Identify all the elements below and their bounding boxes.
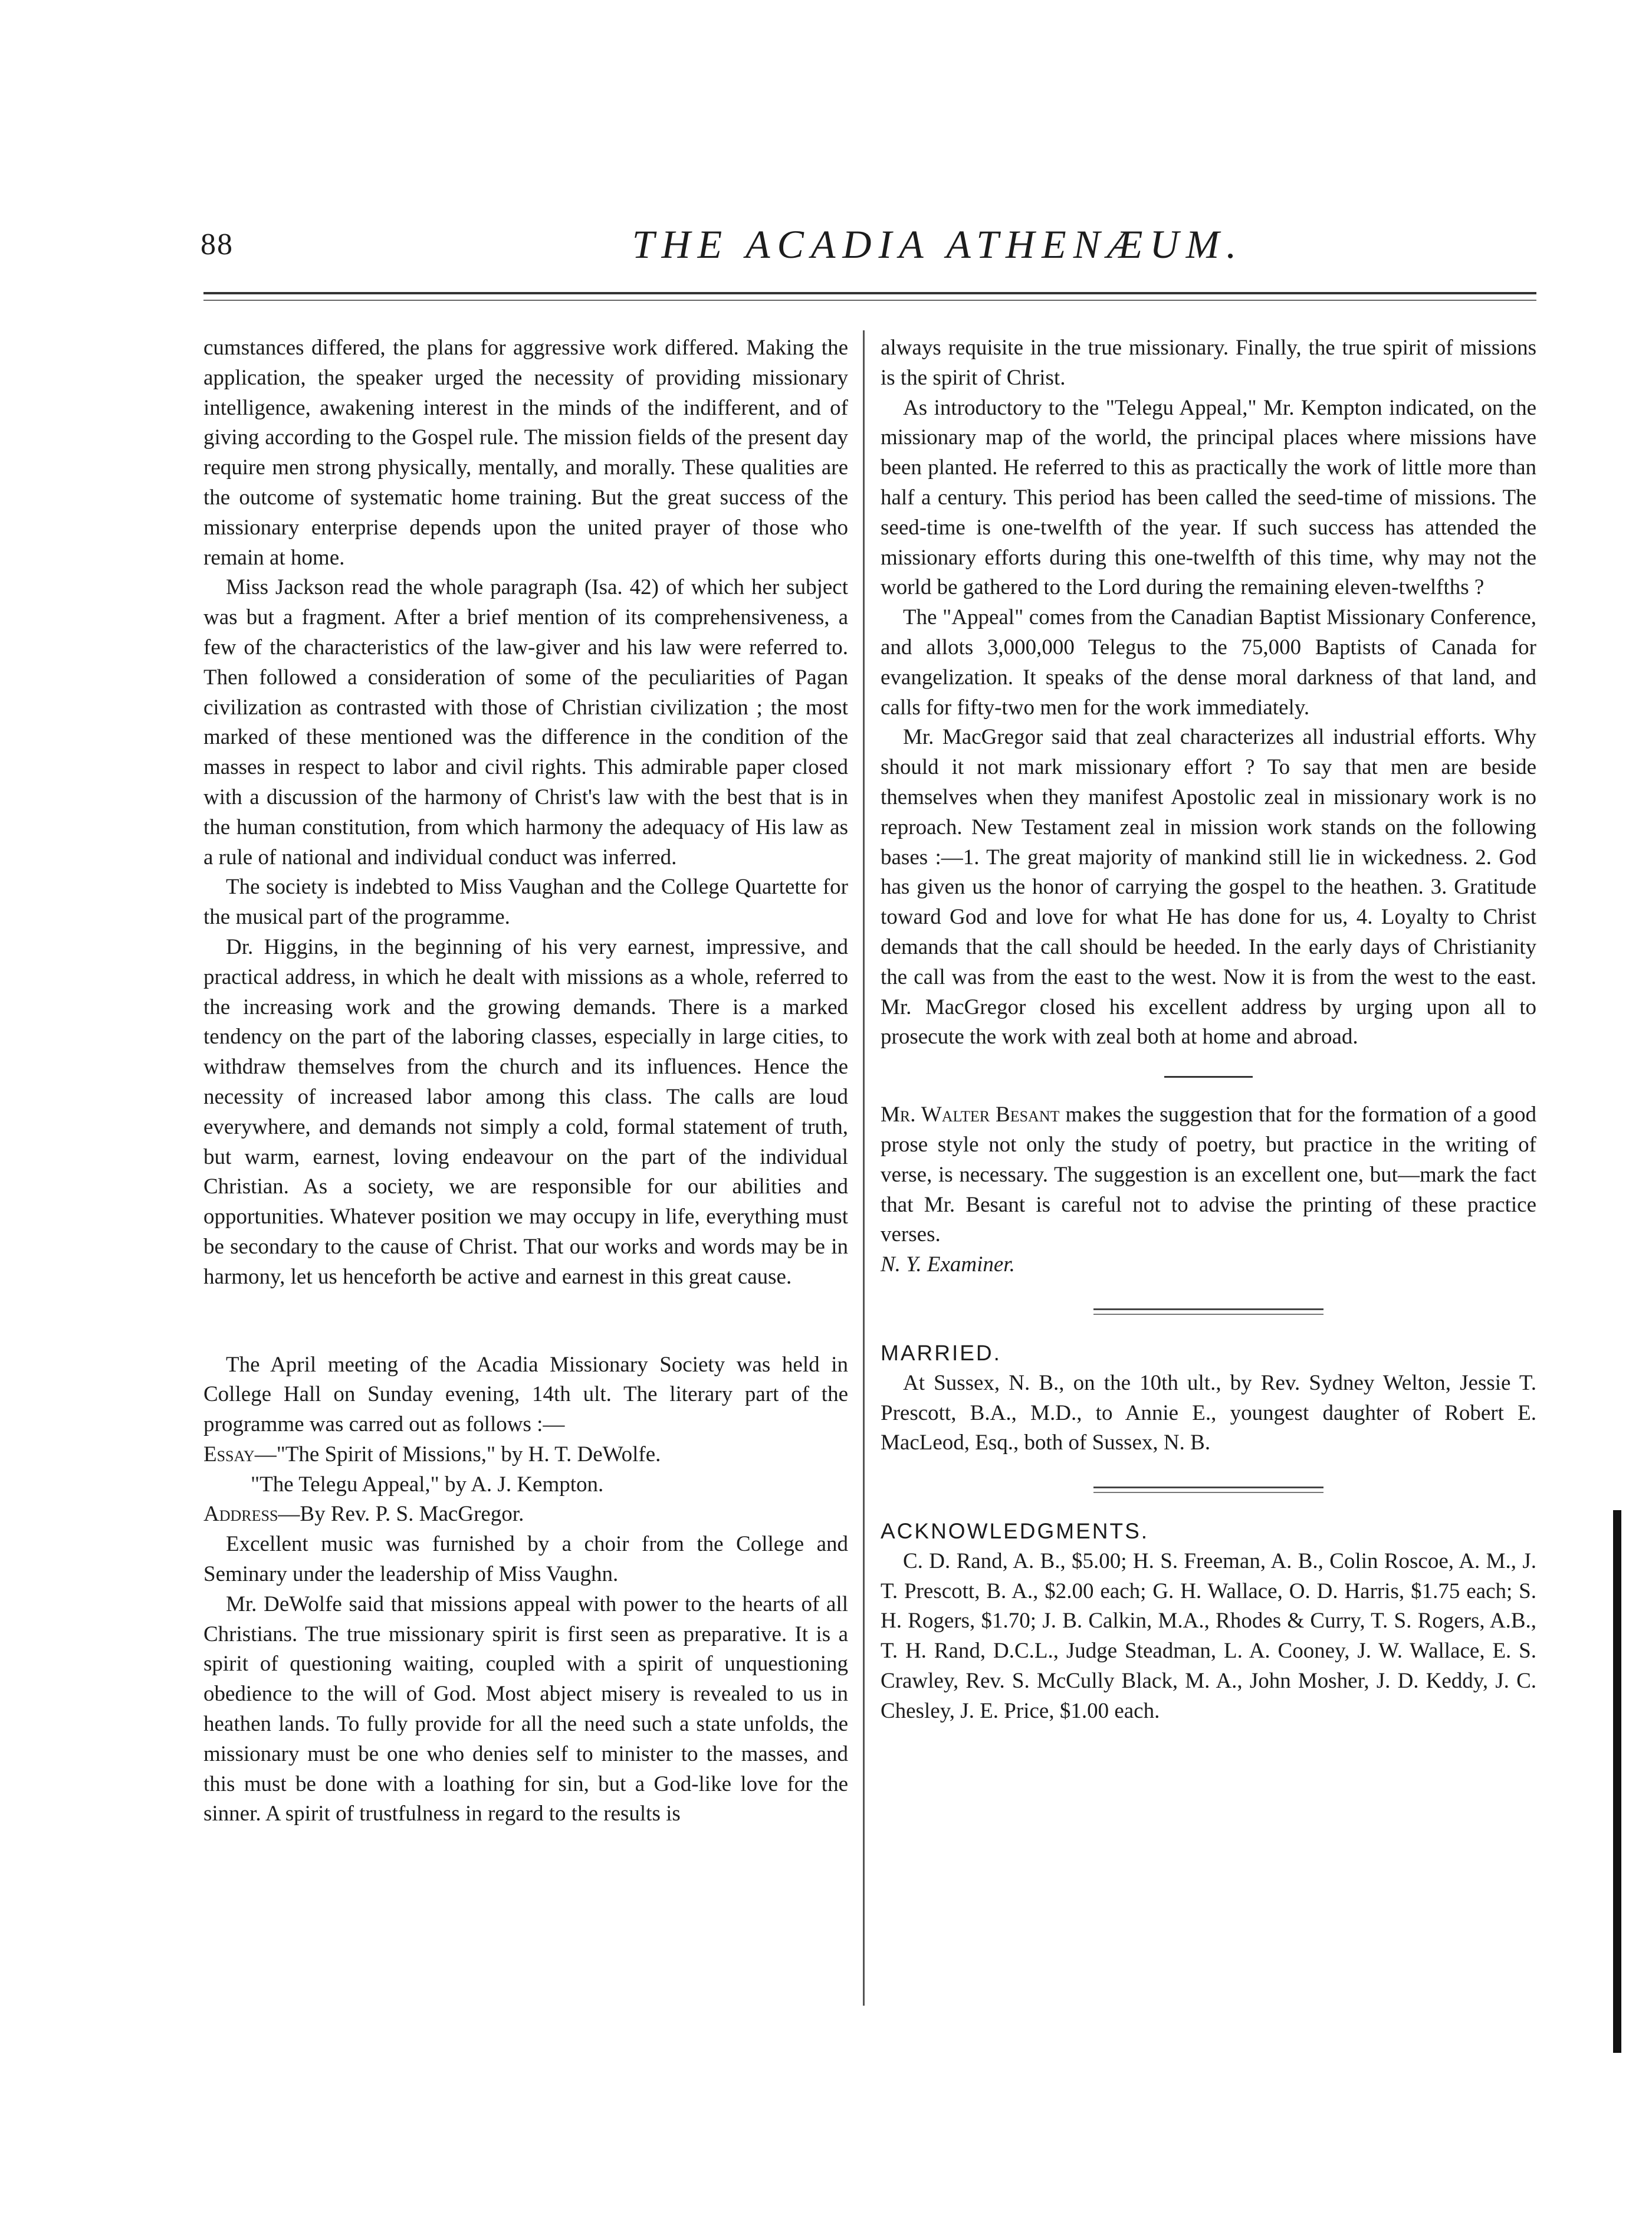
- section-divider-double: [1093, 1308, 1323, 1315]
- besant-notice: [881, 1100, 1536, 1250]
- scan-edge-mark: [1613, 1510, 1621, 2053]
- paragraph-dr-higgins: Dr. Higgins, in the beginning of his very earnest, impressive, and practical address, in which he dealt with missions as a whole, referred to the increasing work and the growing demands. There is a marked tendency on the part of the laboring classes, especially in large cities, to withdraw themselves from the church and its influences. Hence the necessity of increased labor among this class. The calls are loud everywhere, and demands not simply a cold, formal statement of truth, but warm, earnest, loving endeavour on the part of the individual Christian. As a society, we are responsible for our abilities and opportunities. Whatever position we may occupy in life, everything must be secondary to the cause of Christ. That our works and words may be in harmony, let us henceforth be active and earnest in this great cause.: [203, 934, 848, 1289]
- married-text: At Sussex, N. B., on the 10th ult., by Rev. Sydney Welton, Jessie T. Prescott, B.A., M.D., to Annie E., youngest daughter of Robert E. MacLeod, Esq., both of Sussex, N. B.: [881, 1370, 1536, 1455]
- married-heading: MARRIED.: [881, 1340, 1001, 1365]
- section-divider: [1164, 1076, 1253, 1078]
- notice-source: N. Y. Examiner.: [881, 1252, 1015, 1277]
- acknowledgments-heading: ACKNOWLEDGMENTS.: [881, 1519, 1149, 1544]
- essay-label: Essay: [203, 1442, 255, 1466]
- essay-text: —"The Spirit of Missions," by H. T. DeWolfe.: [254, 1442, 661, 1466]
- program-essay: [203, 1440, 848, 1470]
- left-column: [203, 333, 848, 1829]
- paragraph-dewolfe: Mr. DeWolfe said that missions appeal with power to the hearts of all Christians. The true missionary spirit is first seen as preparative. It is a spirit of questioning waiting, coupled with a spirit of unquestioning obedience to the will of God. Most abject misery is revealed to us in heathen lands. To fully provide for all the need such a state unfolds, the missionary must be one who denies self to minister to the masses, and this must be done with a loathing for sin, but a God-like love for the sinner. A spirit of trustfulness in regard to the results is: [203, 1592, 848, 1826]
- paragraph-april-meeting: The April meeting of the Acadia Missionary Society was held in College Hall on Sunday evening, 14th ult. The literary part of the programme was carred out as follows :—: [203, 1352, 848, 1437]
- program-essay-second: "The Telegu Appeal," by A. J. Kempton.: [251, 1472, 604, 1497]
- header-rule-thin: [203, 300, 1536, 301]
- section-divider-double-2: [1093, 1487, 1323, 1493]
- notice-text: makes the suggestion that for the formation of a good prose style not only the study of poetry, but practice in the writing of verse, is necessary. The suggestion is an excellent one, but—mark the fact that Mr. Besant is careful not to advise the printing of these practice verses.: [881, 1103, 1536, 1247]
- program-address: [203, 1500, 848, 1530]
- acknowledgments-text: C. D. Rand, A. B., $5.00; H. S. Freeman, A. B., Colin Roscoe, A. M., J. T. Prescott, B. A., $2.00 each; G. H. Wallace, O. D. Harris, $1.75 each; S. H. Rogers, $1.70; J. B. Calkin, M.A., Rhodes & Curry, T. S. Rogers, A.B., T. H. Rand, D.C.L., Judge Steadman, L. A. Cooney, J. W. Wallace, E. S. Crawley, Rev. S. McCully Black, M. A., John Mosher, J. D. Keddy, J. C. Chesley, J. E. Price, $1.00 each.: [881, 1548, 1536, 1723]
- section-gap: [203, 1292, 848, 1350]
- paragraph-choir: Excellent music was furnished by a choir from the College and Seminary under the leadership of Miss Vaughn.: [203, 1532, 848, 1587]
- paragraph-continuation-right: always requisite in the true missionary. Finally, the true spirit of missions is the spirit of Christ.: [881, 336, 1536, 390]
- address-label: Address: [203, 1502, 278, 1527]
- paragraph-macgregor: Mr. MacGregor said that zeal characterizes all industrial efforts. Why should it not mark missionary effort ? To say that men are beside themselves when they manifest Apostolic zeal in missionary work is no reproach. New Testament zeal in mission work stands on the following bases :—1. The great majority of mankind still lie in wickedness. 2. God has given us the honor of carrying the gospel to the heathen. 3. Gratitude toward God and love for what He has done for us, 4. Loyalty to Christ demands that the call should be heeded. In the early days of Christianity the call was from the east to the west. Now it is from the west to the east. Mr. MacGregor closed his excellent address by urging upon all to prosecute the work with zeal both at home and abroad.: [881, 725, 1536, 1049]
- header-rule: [203, 292, 1536, 294]
- journal-title: THE ACADIA ATHENÆUM.: [632, 222, 1244, 267]
- right-column: [881, 333, 1536, 1727]
- paragraph-continuation: cumstances differed, the plans for aggressive work differed. Making the application, the speaker urged the necessity of providing missionary intelligence, awakening interest in the minds of the indifferent, and of giving according to the Gospel rule. The mission fields of the present day require men strong physically, mentally, and morally. These qualities are the outcome of systematic home training. But the great success of the missionary enterprise depends upon the united prayer of those who remain at home.: [203, 336, 848, 570]
- paragraph-miss-jackson: Miss Jackson read the whole paragraph (Isa. 42) of which her subject was but a fragment. After a brief mention of its comprehensiveness, a few of the characteristics of the law-giver and his law were referred to. Then followed a consideration of some of the peculiarities of Pagan civilization as contrasted with those of Christian civilization ; the most marked of these mentioned was the difference in the condition of the masses in respect to labor and civil rights. This admirable paper closed with a discussion of the harmony of Christ's law with the best that is in the human constitution, from which harmony the adequacy of His law as a rule of national and individual conduct was inferred.: [203, 575, 848, 870]
- notice-name: Mr. Walter Besant: [881, 1103, 1060, 1127]
- page-number: 88: [201, 228, 234, 261]
- address-text: —By Rev. P. S. MacGregor.: [278, 1502, 524, 1527]
- paragraph-music-thanks: The society is indebted to Miss Vaughan and the College Quartette for the musical part of the programme.: [203, 875, 848, 930]
- paragraph-appeal: The "Appeal" comes from the Canadian Baptist Missionary Conference, and allots 3,000,000 Telegus to the 75,000 Baptists of Canada for evangelization. It speaks of the dense moral darkness of that land, and calls for fifty-two men for the work immediately.: [881, 605, 1536, 720]
- paragraph-kempton: As introductory to the "Telegu Appeal," Mr. Kempton indicated, on the missionary map of the world, the principal places where missions have been planted. He referred to this as practically the work of little more than half a century. This period has been called the seed-time of missions. The seed-time is one-twelfth of the year. If such success has attended the missionary efforts during this one-twelfth of this time, why may not the world be gathered to the Lord during the remaining eleven-twelfths ?: [881, 395, 1536, 600]
- column-divider: [863, 330, 865, 2006]
